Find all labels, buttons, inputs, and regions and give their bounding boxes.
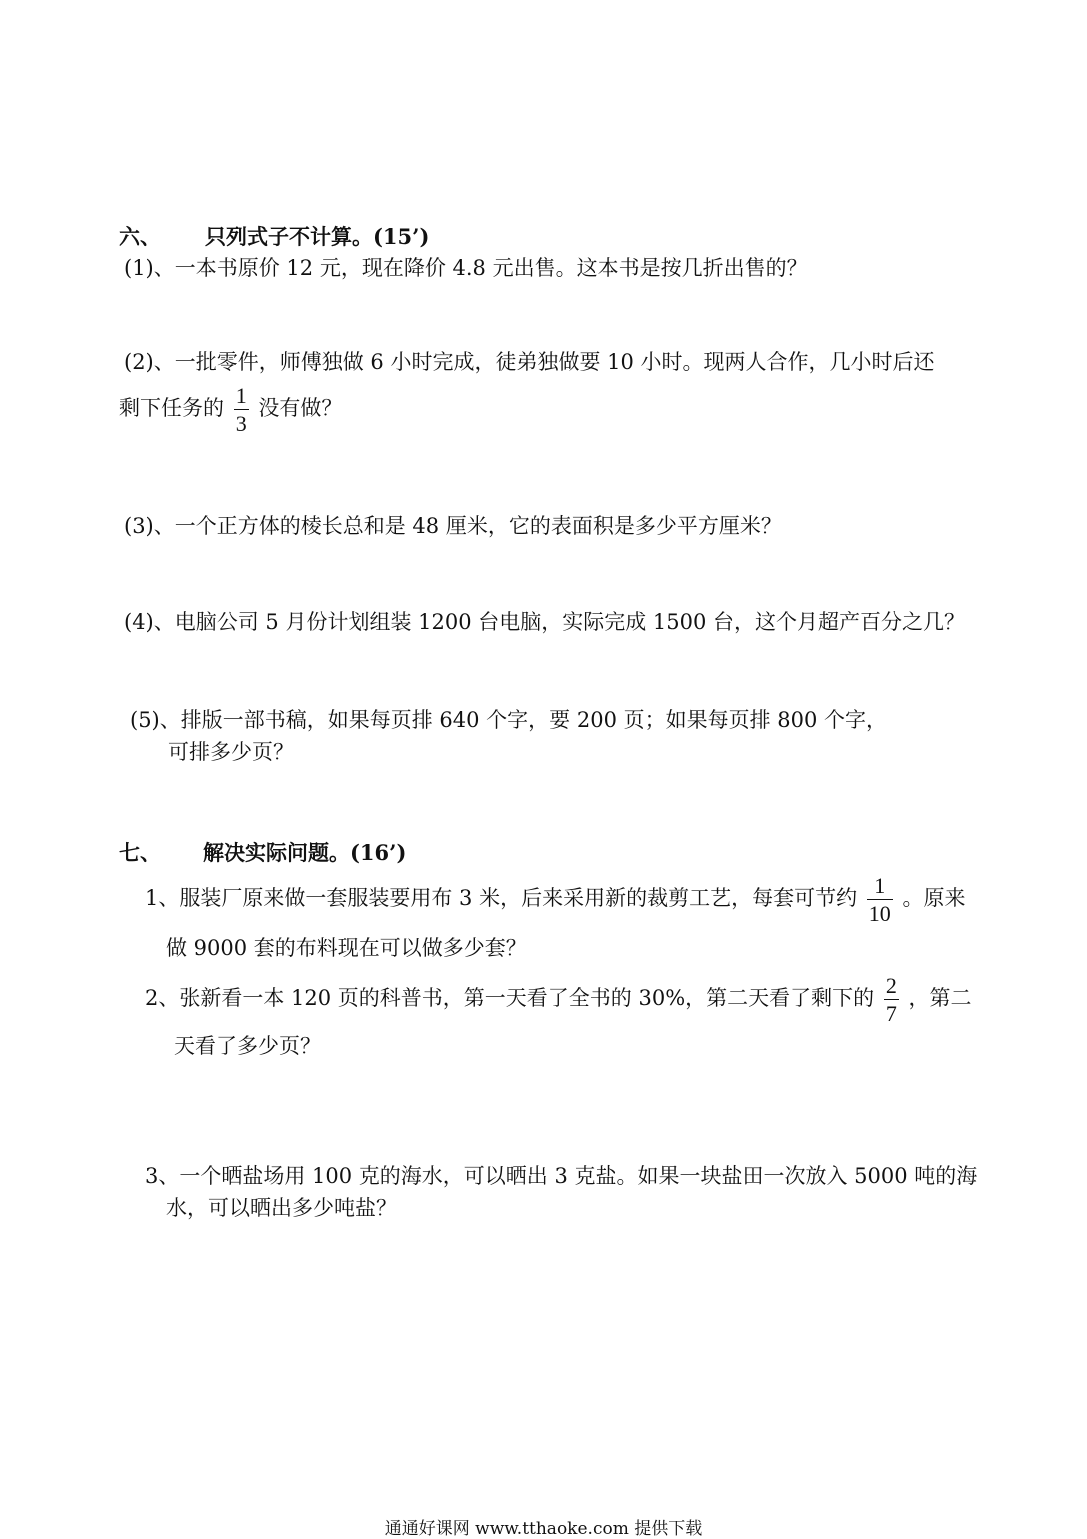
fraction-bar (234, 409, 249, 410)
problem-7-2-line1 (145, 974, 972, 1025)
fraction-denominator: 7 (885, 1001, 897, 1027)
fraction-bar (867, 899, 893, 900)
fraction-denominator: 3 (235, 411, 247, 437)
problem-7-1-line2: 做 9000 套的布料现在可以做多少套？ (166, 936, 527, 960)
section-7-title: 解决实际问题。(16’) (203, 840, 407, 865)
question-6-3: (3)、一个正方体的棱长总和是 48 厘米，它的表面积是多少平方厘米？ (124, 514, 782, 538)
fraction-denominator: 10 (868, 901, 891, 927)
problem-7-3-line2: 水，可以晒出多少吨盐？ (166, 1196, 397, 1220)
question-6-2-text-pre: 剩下任务的 (119, 396, 224, 421)
question-6-2-line2 (119, 384, 342, 435)
fraction-two-sevenths (884, 974, 899, 1025)
section-6-number: 六、 (119, 224, 161, 249)
footer-source: 通通好课网 www.tthaoke.com 提供下载 (384, 1519, 703, 1539)
fraction-numerator: 1 (874, 873, 886, 898)
question-6-2-text-post: 没有做？ (258, 396, 343, 421)
question-6-5-line1: (5)、排版一部书稿，如果每页排 640 个字，要 200 页；如果每页排 800 个字， (130, 708, 888, 732)
problem-7-1-line1 (145, 874, 965, 925)
fraction-numerator: 2 (885, 973, 897, 998)
problem-7-3-line1: 3、一个晒盐场用 100 克的海水，可以晒出 3 克盐。如果一块盐田一次放入 5000 吨的海 (145, 1164, 978, 1188)
question-6-1: (1)、一本书原价 12 元，现在降价 4.8 元出售。这本书是按几折出售的？ (124, 256, 808, 280)
question-6-2-line1: (2)、一批零件，师傅独做 6 小时完成，徒弟独做要 10 小时。现两人合作，几小时后还 (124, 350, 935, 374)
section-6-title: 只列式子不计算。(15’) (205, 224, 430, 249)
problem-7-2-text-pre: 2、张新看一本 120 页的科普书，第一天看了全书的 30%，第二天看了剩下的 (145, 986, 875, 1011)
fraction-numerator: 1 (235, 383, 247, 408)
question-6-4: (4)、电脑公司 5 月份计划组装 1200 台电脑，实际完成 1500 台，这个月超产百分之几？ (124, 610, 966, 634)
question-6-5-line2: 可排多少页？ (168, 740, 294, 764)
fraction-one-third (234, 384, 249, 435)
problem-7-1-text-pre: 1、服装厂原来做一套服装要用布 3 米，后来采用新的裁剪工艺，每套可节约 (145, 886, 858, 911)
problem-7-1-text-post: 。原来 (902, 886, 966, 911)
fraction-one-tenth (867, 874, 893, 925)
fraction-bar (884, 999, 899, 1000)
section-7-number: 七、 (119, 840, 161, 865)
problem-7-2-line2: 天看了多少页？ (174, 1034, 321, 1058)
problem-7-2-text-post: ，第二 (908, 986, 972, 1011)
